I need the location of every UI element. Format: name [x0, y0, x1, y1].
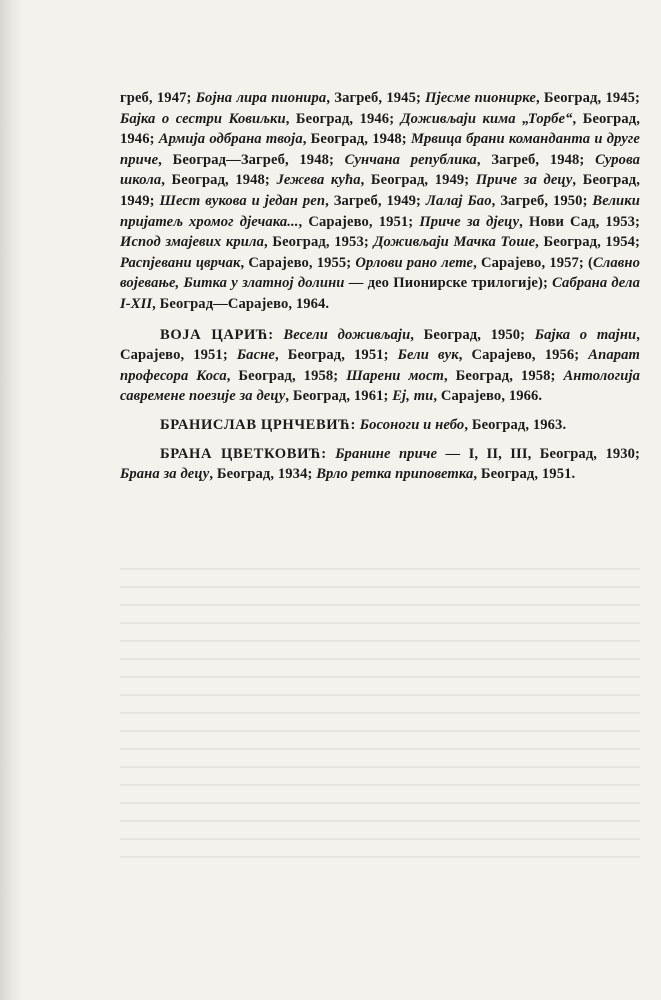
work-title: Сурова школа: [120, 151, 640, 189]
citation-text: , Београд, 1951;: [274, 347, 398, 364]
work-title: Бајка о сестри Ковиљки: [120, 110, 286, 127]
paragraph-brana-cvetkovic: [120, 444, 640, 485]
work-title: Приче за децу: [475, 172, 573, 189]
paragraph-dedinac-works: [120, 88, 640, 315]
work-title: Бранине приче: [335, 445, 438, 462]
citation-text: — део Пионирске трилогије);: [344, 275, 553, 292]
citation-text: , Сарајево, 1951;: [298, 213, 420, 230]
citation-text: , Сарајево, 1957; (: [473, 254, 593, 271]
citation-text: , Београд, 1949;: [120, 172, 640, 209]
work-title: Еј, ти: [392, 388, 434, 405]
citation-text: , Загреб, 1949;: [325, 192, 426, 209]
citation-text: , Сарајево, 1955;: [240, 254, 356, 271]
citation-text: [274, 327, 284, 343]
work-title: Брана за децу: [120, 466, 210, 483]
citation-text: , Београд, 1946;: [120, 110, 640, 148]
work-title: Доживљаји кима „Торбе“: [400, 110, 573, 127]
citation-text: , Београд, 1946;: [285, 110, 401, 127]
work-title: Велики пријатељ хромог дјечака...: [120, 192, 640, 230]
citation-text: , Сарајево, 1951;: [120, 326, 640, 364]
citation-text: , Загреб, 1945;: [326, 90, 426, 106]
work-title: Босоноги и небо: [359, 416, 465, 433]
citation-text: , Загреб, 1950;: [491, 192, 593, 209]
citation-text: , Београд, 1961;: [285, 388, 393, 405]
work-title: Доживљаји Мачка Тоше: [373, 234, 536, 251]
citation-text: , Београд—Загреб, 1948;: [158, 151, 345, 168]
citation-text: , Београд, 1954;: [535, 234, 640, 251]
author-name: БРАНА ЦВЕТКОВИЋ:: [160, 445, 327, 462]
citation-text: , Београд, 1958;: [226, 367, 347, 384]
author-name: ВОЈА ЦАРИЋ:: [160, 326, 274, 343]
citation-text: , Сарајево, 1956;: [458, 347, 589, 364]
citation-text: , Београд, 1949;: [360, 172, 476, 189]
citation-text: , Београд, 1953;: [264, 234, 374, 251]
citation-text: , Нови Сад, 1953;: [519, 213, 640, 230]
work-title: Распјевани цврчак: [120, 254, 241, 271]
citation-text: , Београд, 1945;: [535, 90, 640, 106]
work-title: Бели вук: [397, 347, 459, 364]
work-title: Басне: [236, 347, 275, 364]
work-title: Антологија савремене поезије за децу: [120, 367, 641, 405]
citation-text: , Београд—Сарајево, 1964.: [152, 295, 330, 312]
work-title: Лалај Бао: [425, 192, 492, 209]
work-title: Сабрана дела I-XII: [120, 275, 640, 312]
work-title: Славно војевање, Битка у златној долини: [120, 254, 640, 292]
work-title: Весели доживљаји: [283, 326, 411, 343]
work-title: Апарат професора Коса: [120, 347, 640, 384]
work-title: Бајка о тајни: [534, 326, 637, 343]
work-title: Пјесме пионирке: [425, 90, 536, 106]
work-title: Испод змајевих крила: [120, 234, 264, 251]
citation-text: — I, II, III, Београд, 1930;: [437, 445, 640, 462]
work-title: Мрвица брани команданта и друге приче: [120, 131, 640, 168]
citation-text: греб, 1947;: [120, 90, 196, 106]
citation-text: , Београд, 1963.: [464, 416, 567, 433]
work-title: Армија одбрана твоја: [158, 131, 303, 148]
author-name: БРАНИСЛАВ ЦРНЧЕВИЋ:: [160, 416, 356, 433]
work-title: Јежева кућа: [276, 172, 361, 189]
work-title: Сунчана република: [344, 151, 477, 168]
work-title: Шест вукова и један реп: [159, 192, 326, 209]
citation-text: [327, 446, 335, 462]
citation-text: , Београд, 1948;: [302, 131, 411, 148]
work-title: Шарени мост: [346, 367, 444, 384]
work-title: Врло ретка приповетка: [316, 466, 474, 483]
show-through-text: [120, 560, 640, 860]
work-title: Бојна лира пионира: [195, 90, 327, 106]
work-title: Приче за дјецу: [419, 213, 520, 230]
citation-text: , Сарајево, 1966.: [433, 388, 543, 405]
citation-text: , Загреб, 1948;: [476, 151, 596, 168]
work-title: Орлови рано лете: [355, 254, 474, 271]
page-binding-shadow: [0, 0, 22, 1000]
paragraph-branislav-crncevic: [120, 415, 640, 436]
citation-text: , Београд, 1951.: [473, 466, 576, 483]
citation-text: , Београд, 1934;: [209, 466, 317, 483]
paragraph-voja-caric: [120, 325, 640, 407]
bibliography-text: [120, 88, 640, 485]
citation-text: , Београд, 1948;: [161, 172, 277, 189]
citation-text: , Београд, 1950;: [410, 326, 535, 343]
citation-text: , Београд, 1958;: [443, 367, 564, 384]
